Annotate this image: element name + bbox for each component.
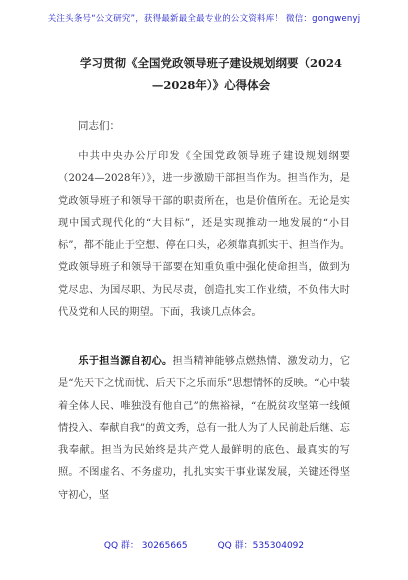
footer-qq-group-2: QQ 群：535304092 (217, 541, 305, 551)
footer-qq-group-1: QQ 群： 30265665 (103, 541, 188, 551)
header-promo-note: 关注头条号“公文研究”，获得最新最全最专业的公文资料库！ 微信：gongwenyj (47, 14, 361, 24)
footer-contact (0, 538, 408, 551)
paragraph-lead-heading: 乐于担当源自初心。 (78, 355, 173, 367)
body-paragraph-2 (58, 350, 350, 507)
salutation: 同志们： (78, 120, 120, 132)
body-paragraph-1: 中共中央办公厅印发《全国党政领导班子建设规划纲要（2024—2028年）》，进一步激励干部担当作为。担当作为，是党政领导班子和领导干部的职责所在，也是价值所在。无论是实现中国式现代化的“大目标”，还是实现推动一地发展的“小目标”，都不能止于空想、停在口头，必须靠真抓实干、担当作为。党政领导班子和领导干部要在知重负重中强化使命担当，做到为党尽忠、为国尽职、为民尽责，创造扎实工作业绩，不负伟大时代及党和人民的期望。下面，我谈几点体会。 (58, 151, 350, 319)
paragraph-body-text: 担当精神能够点燃热情、激发动力，它是“先天下之忧而忧、后天下之乐而乐”思想情怀的反映。“心中装着全体人民、唯独没有他自己”的焦裕禄，“在脱贫攻坚第一线倾情投入、奉献自我”的黄文秀，总有一批人为了人民前赴后继、忘我奉献。担当为民始终是共产党人最鲜明的底色、最真实的写照。不图虚名、不务虚功，扎扎实实干事业谋发展，关键还得坚守初心，坚 (58, 356, 351, 501)
document-title: 学习贯彻《全国党政领导班子建设规划纲要（2024—2028年）》心得体会 (79, 56, 342, 92)
